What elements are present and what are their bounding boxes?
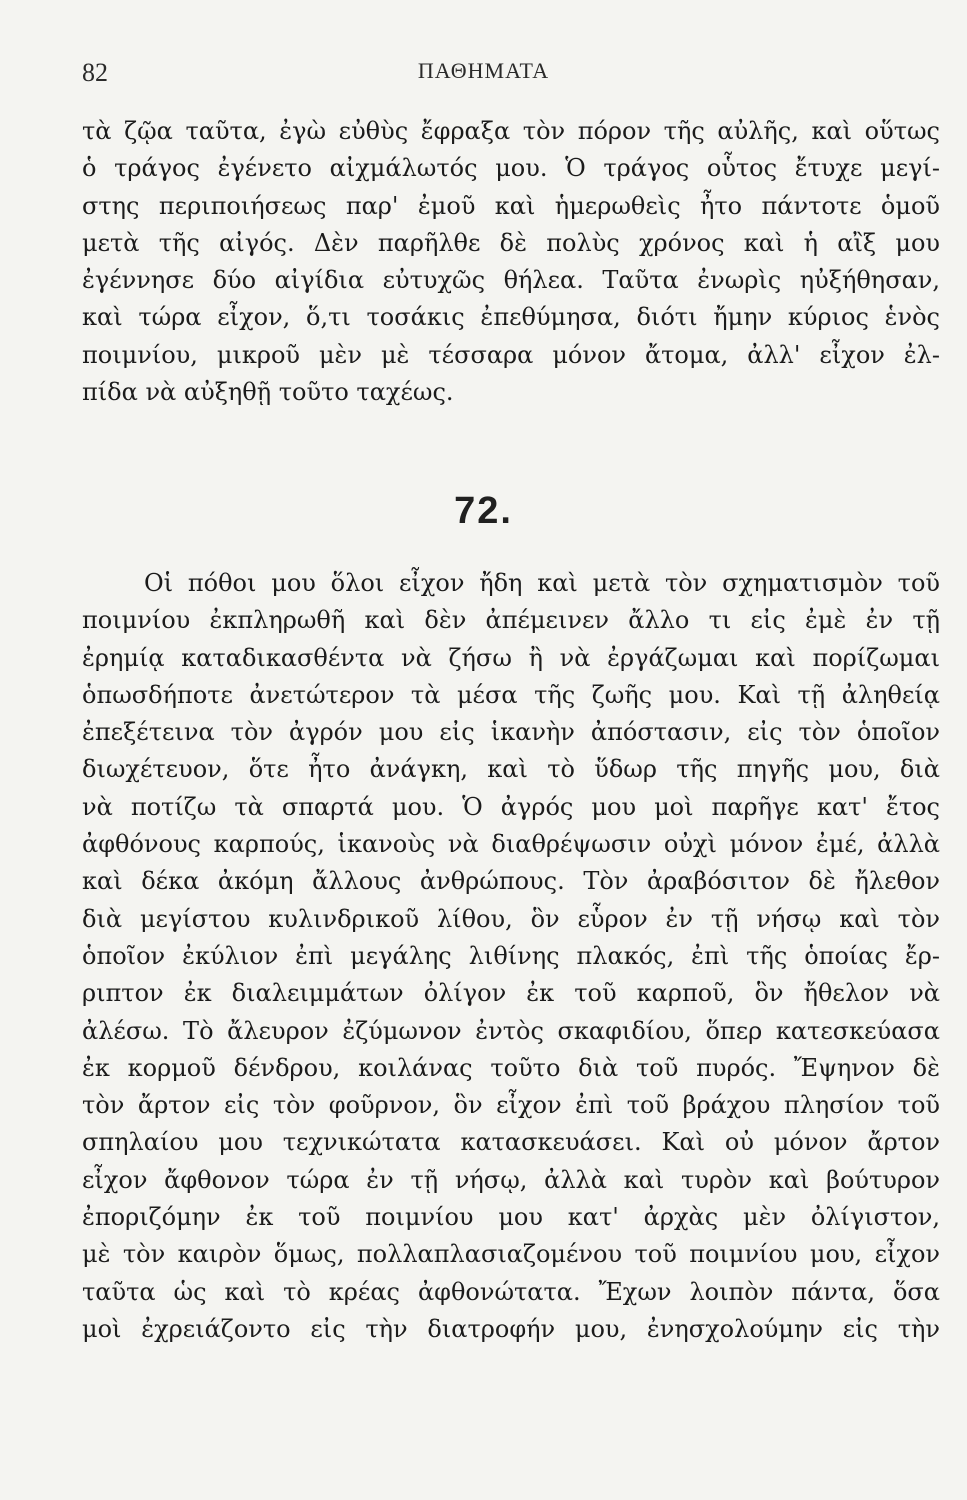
text-line: μὲ τὸν καιρὸν ὅμως, πολλαπλασιαζομένου τοῦ ποιμνίου μου, εἶχον (82, 1240, 940, 1269)
section-number: 72. (454, 490, 513, 532)
text-line: ἐκ κορμοῦ δένδρου, κοιλάνας τοῦτο διὰ τοῦ πυρός. Ἔψηνον δὲ (82, 1053, 940, 1082)
running-title: ΠΑΘΗΜΑΤΑ (417, 58, 550, 83)
text-line: ἀλέσω. Τὸ ἄλευρον ἐζύμωνον ἐντὸς σκαφιδίου, ὅπερ κατεσκεύασα (82, 1016, 940, 1045)
text-line: διὰ μεγίστου κυλινδρικοῦ λίθου, ὃν εὗρον ἐν τῇ νήσῳ καὶ τὸν (82, 904, 940, 933)
text-line: ἐπεξέτεινα τὸν ἀγρόν μου εἰς ἱκανὴν ἀπόστασιν, εἰς τὸν ὁποῖον (82, 718, 940, 747)
text-line: στης περιποιήσεως παρ' ἐμοῦ καὶ ἡμερωθεὶς ἦτο πάντοτε ὁμοῦ (82, 191, 940, 220)
text-line: νὰ ποτίζω τὰ σπαρτά μου. Ὁ ἀγρός μου μοὶ παρῆγε κατ' ἔτος (82, 792, 940, 821)
text-line: ὁποῖον ἐκύλιον ἐπὶ μεγάλης λιθίνης πλακός, ἐπὶ τῆς ὁποίας ἔρ- (82, 941, 940, 970)
text-line: καὶ δέκα ἀκόμη ἄλλους ἀνθρώπους. Τὸν ἀραβόσιτον δὲ ἤλεθον (82, 867, 940, 896)
text-line: μετὰ τῆς αἰγός. Δὲν παρῆλθε δὲ πολὺς χρόνος καὶ ἡ αἲξ μου (82, 228, 940, 257)
text-line: εἶχον ἄφθονον τώρα ἐν τῇ νήσῳ, ἀλλὰ καὶ τυρὸν καὶ βούτυρον (82, 1165, 940, 1194)
page-number: 82 (82, 58, 108, 87)
text-line: ποιμνίου ἐκπληρωθῆ καὶ δὲν ἀπέμεινεν ἄλλο τι εἰς ἐμὲ ἐν τῇ (82, 606, 940, 635)
text-line: διωχέτευον, ὅτε ἦτο ἀνάγκη, καὶ τὸ ὕδωρ τῆς πηγῆς μου, διὰ (82, 755, 940, 784)
text-line: τὰ ζῷα ταῦτα, ἐγὼ εὐθὺς ἔφραξα τὸν πόρον τῆς αὐλῆς, καὶ οὕτως (82, 117, 940, 145)
text-line: σπηλαίου μου τεχνικώτατα κατασκευάσει. Καὶ οὐ μόνον ἄρτον (82, 1128, 940, 1157)
text-line: ὁ τράγος ἐγένετο αἰχμάλωτός μου. Ὁ τράγος οὗτος ἔτυχε μεγί- (82, 154, 940, 183)
text-line: ἐγέννησε δύο αἰγίδια εὐτυχῶς θήλεα. Ταῦτα ἐνωρὶς ηὐξήθησαν, (82, 266, 940, 295)
text-line: καὶ τώρα εἶχον, ὅ,τι τοσάκις ἐπεθύμησα, διότι ἤμην κύριος ἑνὸς (82, 303, 940, 332)
text-line: ὁπωσδήποτε ἀνετώτερον τὰ μέσα τῆς ζωῆς μου. Καὶ τῇ ἀληθείᾳ (82, 680, 940, 709)
text-line: πίδα νὰ αὐξηθῇ τοῦτο ταχέως. (82, 378, 454, 407)
text-line: τὸν ἄρτον εἰς τὸν φοῦρνον, ὃν εἶχον ἐπὶ τοῦ βράχου πλησίον τοῦ (82, 1091, 940, 1120)
text-line: Οἱ πόθοι μου ὅλοι εἶχον ἤδη καὶ μετὰ τὸν σχηματισμὸν τοῦ (144, 569, 940, 597)
text-line: ἀφθόνους καρπούς, ἱκανοὺς νὰ διαθρέψωσιν οὐχὶ μόνον ἐμέ, ἀλλὰ (82, 830, 940, 859)
text-line: ποιμνίου, μικροῦ μὲν μὲ τέσσαρα μόνον ἄτομα, ἀλλ' εἶχον ἐλ- (82, 340, 940, 369)
paragraph-2 (82, 565, 940, 1348)
text-line: ταῦτα ὡς καὶ τὸ κρέας ἀφθονώτατα. Ἔχων λοιπὸν πάντα, ὅσα (82, 1277, 940, 1306)
text-line: μοὶ ἐχρειάζοντο εἰς τὴν διατροφήν μου, ἐνησχολούμην εἰς τὴν (82, 1314, 940, 1343)
text-line: ἐρημίᾳ καταδικασθέντα νὰ ζήσω ἢ νὰ ἐργάζωμαι καὶ πορίζωμαι (82, 643, 940, 672)
text-line: ριπτον ἐκ διαλειμμάτων ὀλίγον ἐκ τοῦ καρποῦ, ὃν ἤθελον νὰ (82, 979, 940, 1008)
text-line: ἐποριζόμην ἐκ τοῦ ποιμνίου μου κατ' ἀρχὰς μὲν ὀλίγιστον, (82, 1203, 940, 1232)
paragraph-1 (82, 113, 940, 411)
